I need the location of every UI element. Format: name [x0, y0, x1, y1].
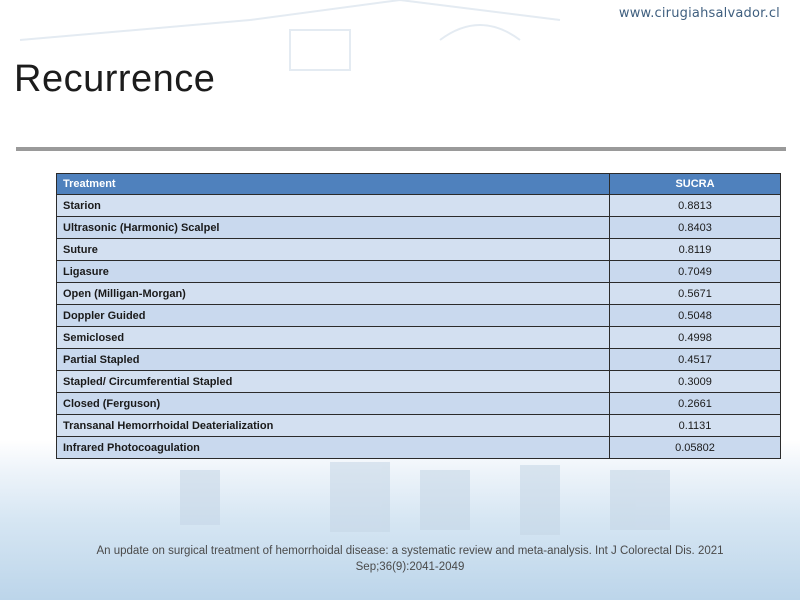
table-row: [57, 393, 781, 415]
table-row: [57, 371, 781, 393]
sucra-cell: 0.05802: [610, 437, 781, 459]
treatment-cell: Partial Stapled: [57, 349, 610, 371]
treatment-cell: Ultrasonic (Harmonic) Scalpel: [57, 217, 610, 239]
treatment-cell: Ligasure: [57, 261, 610, 283]
treatment-cell: Open (Milligan-Morgan): [57, 283, 610, 305]
citation: [60, 543, 760, 575]
citation-line-2: Sep;36(9):2041-2049: [355, 561, 465, 573]
column-header-sucra: SUCRA: [610, 174, 781, 195]
sucra-cell: 0.1131: [610, 415, 781, 437]
sucra-cell: 0.8813: [610, 195, 781, 217]
treatment-cell: Doppler Guided: [57, 305, 610, 327]
citation-line-1: An update on surgical treatment of hemorrhoidal disease: a systematic review and meta-analysis. Int J Colorectal Dis. 2021: [96, 545, 724, 557]
table-row: [57, 327, 781, 349]
table-row: [57, 239, 781, 261]
sucra-cell: 0.7049: [610, 261, 781, 283]
treatment-cell: Starion: [57, 195, 610, 217]
column-header-treatment: Treatment: [57, 174, 610, 195]
sucra-cell: 0.4517: [610, 349, 781, 371]
treatment-cell: Suture: [57, 239, 610, 261]
sucra-cell: 0.3009: [610, 371, 781, 393]
sucra-cell: 0.2661: [610, 393, 781, 415]
table-row: [57, 217, 781, 239]
title-divider: [16, 147, 786, 151]
sucra-cell: 0.5671: [610, 283, 781, 305]
sucra-cell: 0.8119: [610, 239, 781, 261]
treatment-cell: Infrared Photocoagulation: [57, 437, 610, 459]
site-url: www.cirugiahsalvador.cl: [618, 6, 780, 21]
treatment-cell: Closed (Ferguson): [57, 393, 610, 415]
table-row: [57, 415, 781, 437]
page-title: Recurrence: [14, 58, 216, 100]
treatment-cell: Semiclosed: [57, 327, 610, 349]
sucra-cell: 0.8403: [610, 217, 781, 239]
table-row: [57, 305, 781, 327]
table-row: [57, 195, 781, 217]
sucra-table: [56, 173, 781, 459]
treatment-cell: Transanal Hemorrhoidal Deaterialization: [57, 415, 610, 437]
table-row: [57, 349, 781, 371]
table-row: [57, 261, 781, 283]
table-header-row: [57, 174, 781, 195]
sucra-cell: 0.4998: [610, 327, 781, 349]
table-row: [57, 437, 781, 459]
sucra-cell: 0.5048: [610, 305, 781, 327]
sucra-table-container: [56, 173, 781, 459]
treatment-cell: Stapled/ Circumferential Stapled: [57, 371, 610, 393]
table-row: [57, 283, 781, 305]
